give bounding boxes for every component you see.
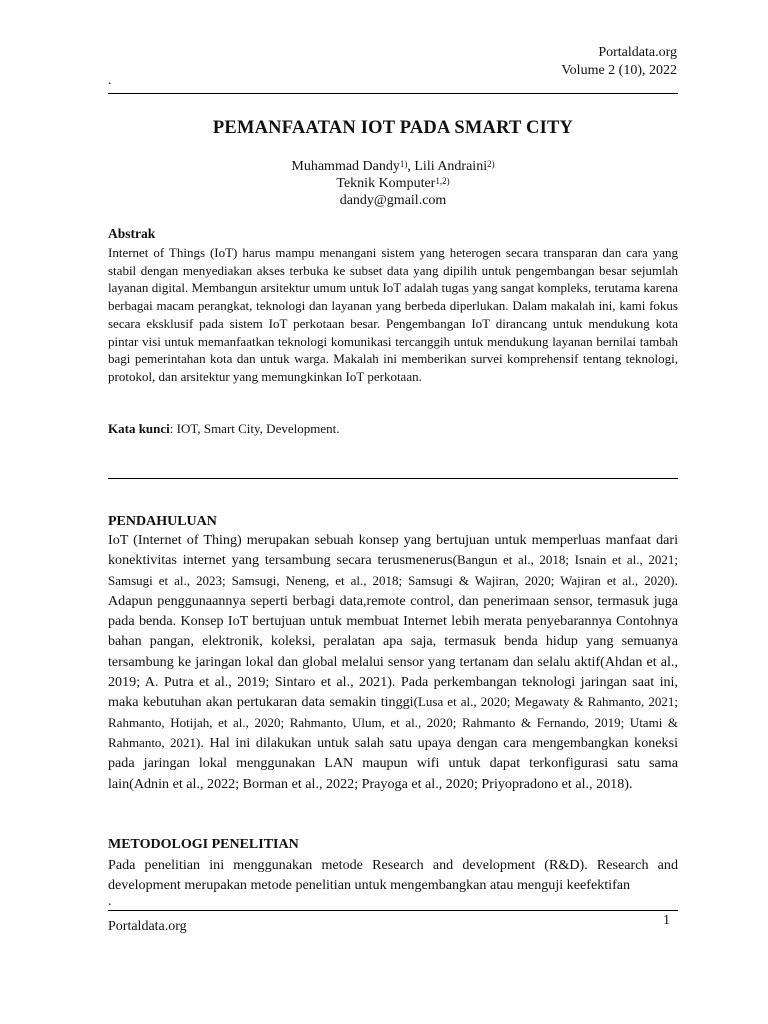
- section-rule: [108, 478, 678, 479]
- author-2-sup: 2): [487, 159, 495, 169]
- keywords-label: Kata kunci: [108, 421, 170, 436]
- footer-site: Portaldata.org: [108, 919, 187, 934]
- intro-heading: PENDAHULUAN: [108, 514, 217, 529]
- author-2: Lili Andraini: [414, 159, 488, 174]
- page-number: 1: [663, 913, 670, 928]
- intro-paragraph: [108, 530, 678, 794]
- abstract-text: Internet of Things (IoT) harus mampu menangani sistem yang heterogen secara transparan dan cara yang stabil dengan menyediakan akses terbuka ke subset data yang dipilih untuk pengembangan besar sejumlah layanan digital. Membangun arsitektur umum untuk IoT adalah tugas yang sangat kompleks, terutama karena berbagai macam perangkat, teknologi dan layanan yang berbeda diperlukan. Dalam makalah ini, kami fokus secara eksklusif pada sistem IoT perkotaan besar. Pengembangan IoT dirancang untuk mendukung kota pintar visi untuk memanfaatkan teknologi komunikasi tercanggih untuk mendukung layanan bernilai tambah bagi pemerintahan kota dan untuk warga. Makalah ini memberikan survei komprehensif tentang teknologi, protokol, dan arsitektur yang memungkinkan IoT perkotaan.: [108, 245, 678, 384]
- intro-citation-2: (Lusa et al., 2020; Megawaty & Rahmanto, 2021; Rahmanto, Hotijah, et al., 2020; Rahmanto, Ulum, et al., 2020; Rahmanto & Fernando, 2019; Utami & Rahmanto, 2021): [108, 694, 678, 750]
- intro-text-3: . Hal ini dilakukan untuk salah satu upaya dengan cara mengembangkan koneksi pada jaringan lokal menggunakan LAN maupun wifi untuk dapat terkonfigurasi satu sama lain(Adnin et al., 2022; Borman et al., 2022; Prayoga et al., 2020; Priyopradono et al., 2018).: [108, 734, 678, 792]
- keywords-text: IOT, Smart City, Development.: [176, 421, 340, 436]
- author-email: dandy@gmail.com: [339, 193, 447, 208]
- keywords-colon: :: [169, 421, 177, 436]
- method-paragraph: Pada penelitian ini menggunakan metode Research and development (R&D). Research and development merupakan metode penelitian untuk mengembangkan atau menguji keefektifan: [108, 857, 678, 894]
- abstract-heading: Abstrak: [108, 226, 156, 241]
- header-dot: .: [108, 73, 112, 88]
- author-sep: ,: [407, 159, 415, 174]
- affiliation-sup: 1,2): [435, 176, 450, 186]
- running-header: [561, 44, 677, 80]
- author-line: [108, 158, 678, 175]
- method-heading: METODOLOGI PENELITIAN: [108, 837, 299, 852]
- keywords: [108, 420, 678, 437]
- intro-text-1: IoT (Internet of Thing) merupakan sebuah konsep yang bertujuan untuk memperluas manfaat dari konektivitas internet yang tersambung secara terusmenerus: [108, 532, 678, 569]
- header-rule: [108, 93, 678, 94]
- affiliation: [108, 175, 678, 192]
- affiliation-text: Teknik Komputer: [336, 176, 436, 191]
- footer-rule: [108, 910, 678, 911]
- paper-title: PEMANFAATAN IOT PADA SMART CITY: [212, 118, 574, 138]
- header-site: Portaldata.org: [598, 45, 677, 60]
- footer-dot: .: [108, 894, 112, 909]
- author-1-sup: 1): [399, 159, 408, 169]
- author-1: Muhammad Dandy: [291, 159, 400, 174]
- author-block: [108, 158, 678, 209]
- intro-citation-1: (Bangun et al., 2018; Isnain et al., 2021; Samsugi et al., 2023; Samsugi, Neneng, et al., 2018; Samsugi & Wajiran, 2020; Wajiran et al., 2020): [108, 552, 678, 588]
- header-volume: Volume 2 (10), 2022: [561, 63, 677, 78]
- intro-text-2: . Adapun penggunaannya seperti berbagi data,remote control, dan penerimaan sensor, termasuk juga pada benda. Konsep IoT bertujuan untuk membuat Internet lebih merata penyebarannya Contohnya bahan pangan, elektronik, koleksi, peralatan apa saja, termasuk benda hidup yang semuanya tersambung ke jaringan lokal dan global melalui sensor yang tertanam dan selalu aktif(Ahdan et al., 2019; A. Putra et al., 2019; Sintaro et al., 2021). Pada perkembangan teknologi jaringan saat ini, maka kebutuhan akan pertukaran data semakin tinggi: [108, 572, 678, 711]
